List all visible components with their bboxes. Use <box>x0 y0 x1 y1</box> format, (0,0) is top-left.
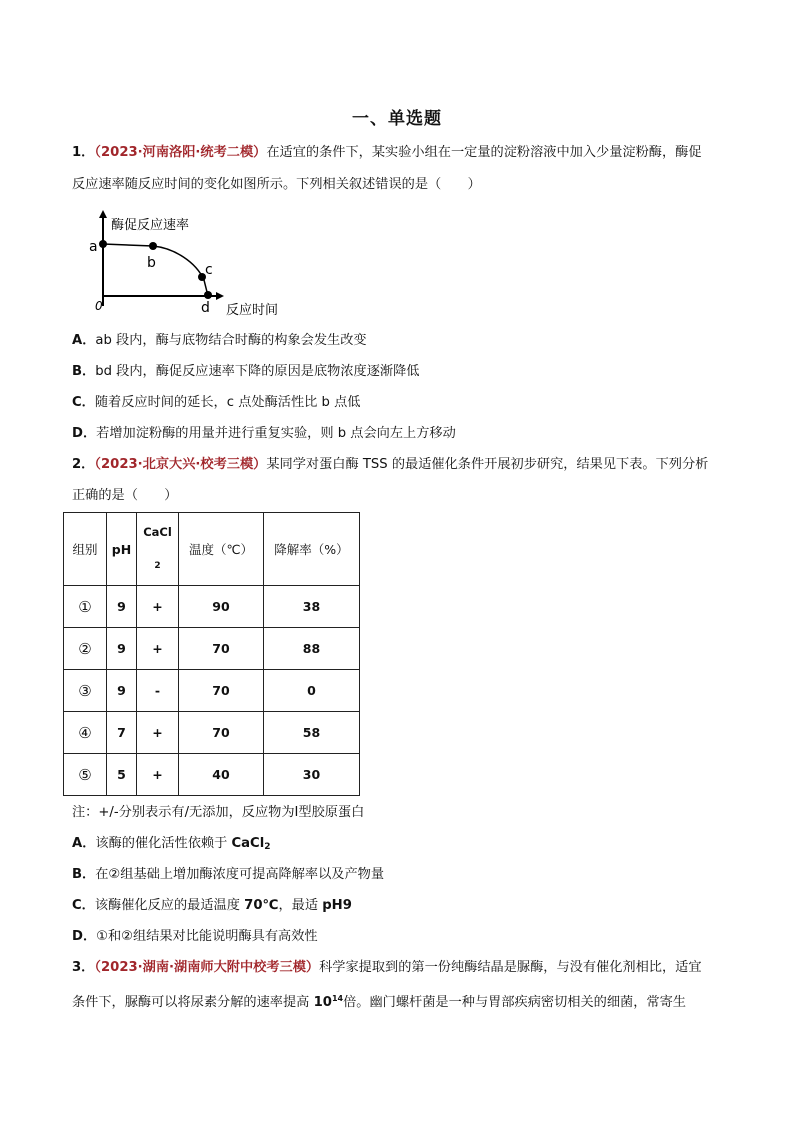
q3-stem-text1: 科学家提取到的第一份纯酶结晶是脲酶，与没有催化剂相比，适宜 <box>319 960 702 975</box>
section-title: 一、单选题 <box>352 109 442 129</box>
option-text: 随着反应时间的延长，c 点处酶活性比 b 点低 <box>94 395 361 410</box>
cell-cacl2: + <box>137 628 179 670</box>
q3-power-exponent: 14 <box>331 994 344 1003</box>
chart-point-a <box>99 240 107 248</box>
q1-number: 1． <box>72 145 95 160</box>
cell-group: ④ <box>64 712 107 754</box>
q2-stem-line2: 正确的是（ ） <box>72 488 178 503</box>
cell-group: ③ <box>64 670 107 712</box>
option-letter: D． <box>72 929 97 944</box>
cell-temp: 90 <box>179 586 264 628</box>
chart-ylabel: 酶促反应速率 <box>111 218 190 233</box>
cell-cacl2: + <box>137 712 179 754</box>
option-text-mid: ，最适 <box>278 898 323 913</box>
cell-ph: 5 <box>107 754 137 796</box>
q1-stem-line1 <box>72 143 732 163</box>
q2-number: 2． <box>72 457 95 472</box>
cell-rate: 0 <box>264 670 360 712</box>
header-cacl-sub: 2 <box>154 561 161 571</box>
cell-temp: 70 <box>179 670 264 712</box>
chart-label-a: a <box>89 239 98 255</box>
chart-xlabel: 反应时间 <box>226 303 279 316</box>
option-text: bd 段内，酶促反应速率下降的原因是底物浓度逐渐降低 <box>95 364 420 379</box>
chart-label-c: c <box>205 262 213 278</box>
q1-stem-text1: 在适宜的条件下，某实验小组在一定量的淀粉溶液中加入少量淀粉酶，酶促 <box>266 145 702 160</box>
header-group: 组别 <box>64 513 107 586</box>
cell-group: ① <box>64 586 107 628</box>
header-temperature: 温度（℃） <box>179 513 264 586</box>
chart-y-arrow <box>99 210 107 218</box>
q3-power-base: 10 <box>313 995 332 1010</box>
q3-stem-text2: 条件下，脲酶可以将尿素分解的速率提高 <box>72 995 314 1010</box>
q3-stem-line1 <box>72 958 732 978</box>
option-text: 在②组基础上增加酶浓度可提高降解率以及产物量 <box>95 867 385 882</box>
q2-stem-line1 <box>72 455 732 475</box>
chart-label-b: b <box>147 255 156 271</box>
option-letter: A． <box>72 836 96 851</box>
option-text: ab 段内，酶与底物结合时酶的构象会发生改变 <box>95 333 367 348</box>
option-text: ①和②组结果对比能说明酶具有高效性 <box>96 929 318 944</box>
q2-option-c <box>72 896 732 916</box>
chart-point-d <box>204 291 212 299</box>
chart-point-b <box>149 242 157 250</box>
cell-temp: 40 <box>179 754 264 796</box>
table-row <box>64 754 360 796</box>
option-ph: pH9 <box>322 898 352 913</box>
cell-rate: 30 <box>264 754 360 796</box>
header-cacl2 <box>137 513 179 586</box>
cell-ph: 7 <box>107 712 137 754</box>
cell-group: ② <box>64 628 107 670</box>
cell-rate: 58 <box>264 712 360 754</box>
table-header-row <box>64 513 360 586</box>
q2-results-table <box>63 512 360 796</box>
option-letter: C． <box>72 898 95 913</box>
q1-option-b <box>72 362 732 382</box>
table-row <box>64 670 360 712</box>
chart-x-arrow <box>216 292 224 300</box>
q2-stem-text1: 某同学对蛋白酶 TSS 的最适催化条件开展初步研究，结果见下表。下列分析 <box>266 457 709 472</box>
q2-option-a <box>72 834 732 857</box>
cell-ph: 9 <box>107 628 137 670</box>
q2-source: （2023·北京大兴·校考三模） <box>94 457 267 472</box>
q3-stem-line2 <box>72 989 732 1013</box>
header-degradation-rate: 降解率（%） <box>264 513 360 586</box>
q3-stem-text3: 倍。幽门螺杆菌是一种与胃部疾病密切相关的细菌，常寄生 <box>343 995 686 1010</box>
option-letter: C． <box>72 395 95 410</box>
q1-source: （2023·河南洛阳·统考二模） <box>94 145 267 160</box>
option-chem-formula: CaCl <box>231 836 265 851</box>
cell-ph: 9 <box>107 670 137 712</box>
option-text: 该酶催化反应的最适温度 <box>94 898 245 913</box>
cell-group: ⑤ <box>64 754 107 796</box>
chart-origin-label: 0 <box>95 299 103 313</box>
q2-option-b <box>72 865 732 885</box>
q1-stem-line2: 反应速率随反应时间的变化如图所示。下列相关叙述错误的是（ ） <box>72 177 481 192</box>
q1-rate-curve-chart <box>86 208 296 316</box>
cell-cacl2: - <box>137 670 179 712</box>
q2-option-d <box>72 927 732 947</box>
cell-cacl2: + <box>137 754 179 796</box>
table-row <box>64 586 360 628</box>
q1-option-d <box>72 424 732 444</box>
chart-label-d: d <box>201 300 210 316</box>
q2-table-note: 注：+/-分别表示有/无添加，反应物为Ⅰ型胶原蛋白 <box>72 805 365 820</box>
cell-temp: 70 <box>179 628 264 670</box>
cell-rate: 38 <box>264 586 360 628</box>
option-temperature: 70℃ <box>244 898 279 913</box>
option-letter: D． <box>72 426 97 441</box>
option-letter: B． <box>72 867 96 882</box>
option-text: 若增加淀粉酶的用量并进行重复实验，则 b 点会向左上方移动 <box>96 426 456 441</box>
q3-number: 3． <box>72 960 95 975</box>
q1-option-a <box>72 331 732 351</box>
q1-option-c <box>72 393 732 413</box>
cell-cacl2: + <box>137 586 179 628</box>
header-ph: pH <box>107 513 137 586</box>
header-cacl-main: CaCl <box>143 525 172 539</box>
option-letter: A． <box>72 333 96 348</box>
cell-ph: 9 <box>107 586 137 628</box>
option-text: 该酶的催化活性依赖于 <box>95 836 232 851</box>
cell-temp: 70 <box>179 712 264 754</box>
cell-rate: 88 <box>264 628 360 670</box>
option-chem-subscript: 2 <box>264 842 271 852</box>
option-letter: B． <box>72 364 96 379</box>
table-row <box>64 628 360 670</box>
q3-source: （2023·湖南·湖南师大附中校考三模） <box>94 960 320 975</box>
table-row <box>64 712 360 754</box>
